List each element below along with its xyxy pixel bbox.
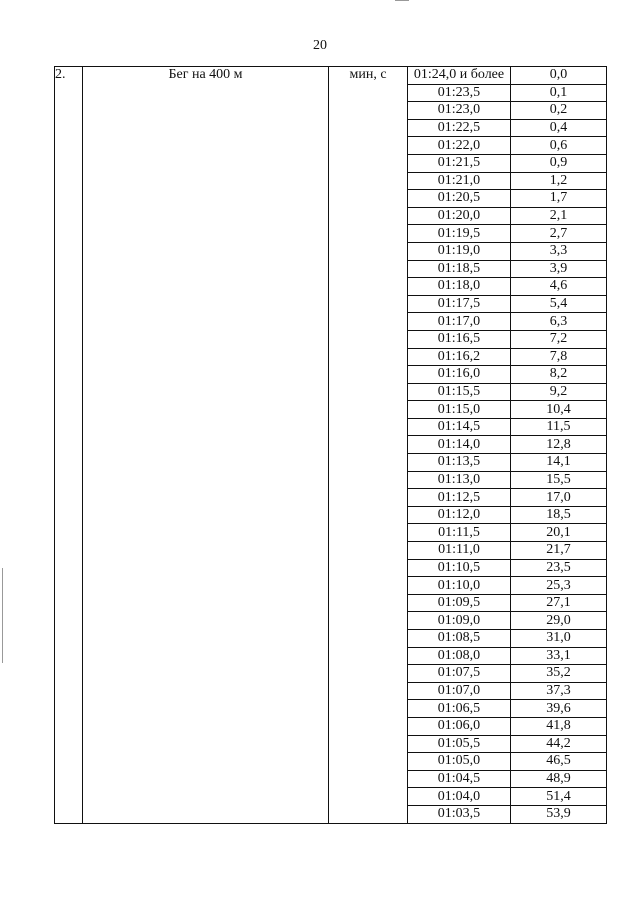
points-cell: 0,1 bbox=[511, 84, 607, 102]
result-time-cell: 01:13,5 bbox=[408, 454, 511, 472]
points-cell: 23,5 bbox=[511, 559, 607, 577]
result-time-cell: 01:16,5 bbox=[408, 330, 511, 348]
points-cell: 44,2 bbox=[511, 735, 607, 753]
points-cell: 4,6 bbox=[511, 278, 607, 296]
result-time-cell: 01:22,5 bbox=[408, 119, 511, 137]
points-cell: 0,9 bbox=[511, 154, 607, 172]
result-time-cell: 01:06,5 bbox=[408, 700, 511, 718]
result-time-cell: 01:17,5 bbox=[408, 295, 511, 313]
points-cell: 6,3 bbox=[511, 313, 607, 331]
points-cell: 33,1 bbox=[511, 647, 607, 665]
points-cell: 12,8 bbox=[511, 436, 607, 454]
result-time-cell: 01:16,2 bbox=[408, 348, 511, 366]
result-time-cell: 01:09,0 bbox=[408, 612, 511, 630]
points-cell: 51,4 bbox=[511, 788, 607, 806]
points-cell: 31,0 bbox=[511, 630, 607, 648]
scan-edge-mark-top bbox=[395, 0, 409, 1]
result-time-cell: 01:18,5 bbox=[408, 260, 511, 278]
points-cell: 0,2 bbox=[511, 102, 607, 120]
result-time-cell: 01:11,0 bbox=[408, 542, 511, 560]
result-time-cell: 01:24,0 и более bbox=[408, 67, 511, 85]
result-time-cell: 01:03,5 bbox=[408, 805, 511, 823]
result-time-cell: 01:08,0 bbox=[408, 647, 511, 665]
points-cell: 46,5 bbox=[511, 753, 607, 771]
points-cell: 14,1 bbox=[511, 454, 607, 472]
result-time-cell: 01:23,0 bbox=[408, 102, 511, 120]
points-cell: 2,7 bbox=[511, 225, 607, 243]
result-time-cell: 01:13,0 bbox=[408, 471, 511, 489]
points-cell: 7,2 bbox=[511, 330, 607, 348]
exercise-number: 2. bbox=[55, 67, 83, 824]
exercise-name: Бег на 400 м bbox=[83, 67, 329, 824]
result-time-cell: 01:12,5 bbox=[408, 489, 511, 507]
result-time-cell: 01:10,5 bbox=[408, 559, 511, 577]
result-time-cell: 01:07,5 bbox=[408, 665, 511, 683]
points-cell: 11,5 bbox=[511, 418, 607, 436]
result-time-cell: 01:14,0 bbox=[408, 436, 511, 454]
result-time-cell: 01:10,0 bbox=[408, 577, 511, 595]
points-cell: 7,8 bbox=[511, 348, 607, 366]
points-cell: 2,1 bbox=[511, 207, 607, 225]
points-cell: 1,2 bbox=[511, 172, 607, 190]
result-time-cell: 01:08,5 bbox=[408, 630, 511, 648]
points-cell: 20,1 bbox=[511, 524, 607, 542]
table-row bbox=[55, 67, 607, 85]
points-cell: 29,0 bbox=[511, 612, 607, 630]
points-cell: 25,3 bbox=[511, 577, 607, 595]
result-time-cell: 01:04,5 bbox=[408, 770, 511, 788]
result-time-cell: 01:15,0 bbox=[408, 401, 511, 419]
points-cell: 3,3 bbox=[511, 242, 607, 260]
measurement-unit: мин, с bbox=[329, 67, 408, 824]
result-time-cell: 01:04,0 bbox=[408, 788, 511, 806]
result-time-cell: 01:21,0 bbox=[408, 172, 511, 190]
page-number: 20 bbox=[313, 38, 327, 53]
points-cell: 0,0 bbox=[511, 67, 607, 85]
points-cell: 21,7 bbox=[511, 542, 607, 560]
result-time-cell: 01:07,0 bbox=[408, 682, 511, 700]
points-cell: 15,5 bbox=[511, 471, 607, 489]
result-time-cell: 01:11,5 bbox=[408, 524, 511, 542]
scoring-table-body bbox=[55, 67, 607, 824]
points-cell: 1,7 bbox=[511, 190, 607, 208]
result-time-cell: 01:18,0 bbox=[408, 278, 511, 296]
points-cell: 41,8 bbox=[511, 717, 607, 735]
result-time-cell: 01:12,0 bbox=[408, 506, 511, 524]
result-time-cell: 01:05,5 bbox=[408, 735, 511, 753]
points-cell: 10,4 bbox=[511, 401, 607, 419]
points-cell: 3,9 bbox=[511, 260, 607, 278]
points-cell: 0,6 bbox=[511, 137, 607, 155]
points-cell: 17,0 bbox=[511, 489, 607, 507]
result-time-cell: 01:19,0 bbox=[408, 242, 511, 260]
result-time-cell: 01:20,0 bbox=[408, 207, 511, 225]
points-cell: 39,6 bbox=[511, 700, 607, 718]
result-time-cell: 01:16,0 bbox=[408, 366, 511, 384]
points-cell: 0,4 bbox=[511, 119, 607, 137]
result-time-cell: 01:14,5 bbox=[408, 418, 511, 436]
scoring-table bbox=[54, 66, 607, 824]
result-time-cell: 01:20,5 bbox=[408, 190, 511, 208]
points-cell: 27,1 bbox=[511, 594, 607, 612]
points-cell: 37,3 bbox=[511, 682, 607, 700]
result-time-cell: 01:09,5 bbox=[408, 594, 511, 612]
points-cell: 9,2 bbox=[511, 383, 607, 401]
result-time-cell: 01:19,5 bbox=[408, 225, 511, 243]
result-time-cell: 01:22,0 bbox=[408, 137, 511, 155]
points-cell: 35,2 bbox=[511, 665, 607, 683]
points-cell: 18,5 bbox=[511, 506, 607, 524]
points-cell: 8,2 bbox=[511, 366, 607, 384]
result-time-cell: 01:23,5 bbox=[408, 84, 511, 102]
result-time-cell: 01:15,5 bbox=[408, 383, 511, 401]
result-time-cell: 01:21,5 bbox=[408, 154, 511, 172]
result-time-cell: 01:06,0 bbox=[408, 717, 511, 735]
result-time-cell: 01:05,0 bbox=[408, 753, 511, 771]
points-cell: 53,9 bbox=[511, 805, 607, 823]
points-cell: 48,9 bbox=[511, 770, 607, 788]
points-cell: 5,4 bbox=[511, 295, 607, 313]
result-time-cell: 01:17,0 bbox=[408, 313, 511, 331]
scan-edge-mark-left bbox=[2, 568, 3, 663]
